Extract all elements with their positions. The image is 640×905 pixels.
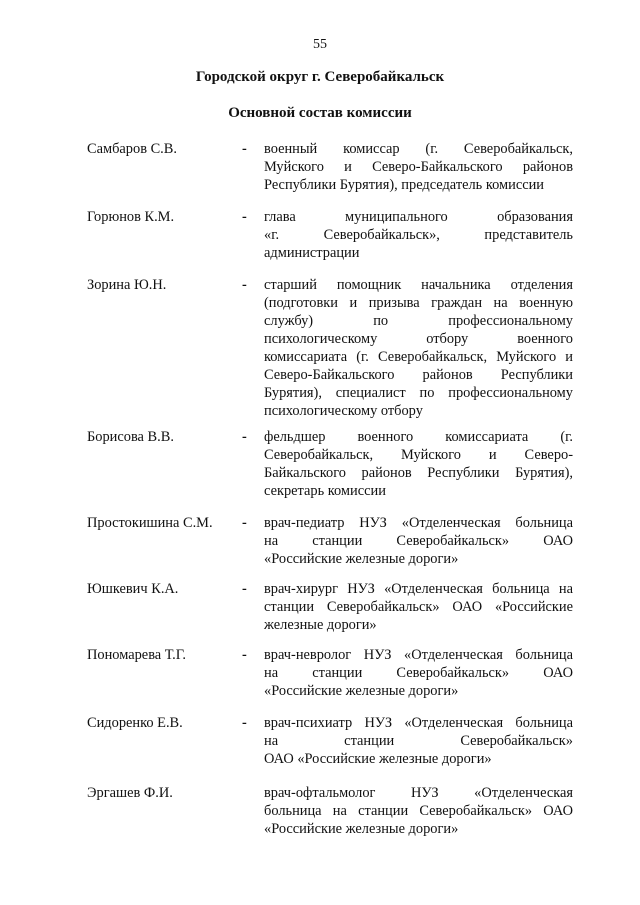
member-role-line: Северо-Байкальского районов Республики bbox=[264, 367, 573, 383]
member-role-line: Бурятия), специалист по профессиональному bbox=[264, 385, 573, 401]
member-role bbox=[264, 140, 573, 194]
member-dash: - bbox=[242, 581, 247, 597]
page-number: 55 bbox=[313, 37, 327, 52]
member-dash: - bbox=[242, 715, 247, 731]
member-name: Эргашев Ф.И. bbox=[87, 785, 173, 801]
member-role bbox=[264, 514, 573, 568]
member-role bbox=[264, 714, 573, 768]
member-role-line: «Российские железные дороги» bbox=[264, 683, 459, 699]
member-role-line: врач-невролог НУЗ «Отделенческая больница bbox=[264, 647, 573, 663]
member-role-line: больница на станции Северобайкальск» ОАО bbox=[264, 803, 573, 819]
member-role-line: врач-психиатр НУЗ «Отделенческая больница bbox=[264, 715, 573, 731]
member-role-line: Северобайкальск, Муйского и Северо- bbox=[264, 447, 573, 463]
member-role-line: на станции Северобайкальск» ОАО bbox=[264, 665, 573, 681]
member-role bbox=[264, 208, 573, 262]
member-dash: - bbox=[242, 647, 247, 663]
member-role-line: на станции Северобайкальск» ОАО bbox=[264, 533, 573, 549]
member-role-line: Байкальского районов Республики Бурятия), bbox=[264, 465, 573, 481]
member-role bbox=[264, 276, 573, 420]
member-role bbox=[264, 646, 573, 700]
member-role-line: психологическому отбору военного bbox=[264, 331, 573, 347]
member-role-line: фельдшер военного комиссариата (г. bbox=[264, 429, 573, 445]
district-title: Городской округ г. Северобайкальск bbox=[195, 69, 445, 85]
member-role-line: психологическому отбору bbox=[264, 403, 423, 419]
member-role-line: военный комиссар (г. Северобайкальск, bbox=[264, 141, 573, 157]
member-dash: - bbox=[242, 515, 247, 531]
member-role-line: старший помощник начальника отделения bbox=[264, 277, 573, 293]
member-role-line: службу) по профессиональному bbox=[264, 313, 573, 329]
member-role-line: «г. Северобайкальск», представитель bbox=[264, 227, 573, 243]
section-title: Основной состав комиссии bbox=[228, 105, 412, 121]
member-role-line: Республики Бурятия), председатель комиссии bbox=[264, 177, 544, 193]
member-role-line: на станции Северобайкальск» bbox=[264, 733, 573, 749]
member-role-line: секретарь комиссии bbox=[264, 483, 386, 499]
member-role-line: врач-педиатр НУЗ «Отделенческая больница bbox=[264, 515, 573, 531]
member-name: Сидоренко Е.В. bbox=[87, 715, 183, 731]
member-dash: - bbox=[242, 141, 247, 157]
member-dash: - bbox=[242, 209, 247, 225]
member-role-line: ОАО «Российские железные дороги» bbox=[264, 751, 492, 767]
member-name: Простокишина С.М. bbox=[87, 515, 213, 531]
member-dash: - bbox=[242, 277, 247, 293]
member-role-line: администрации bbox=[264, 245, 360, 261]
member-name: Пономарева Т.Г. bbox=[87, 647, 187, 663]
member-role-line: врач-офтальмолог НУЗ «Отделенческая bbox=[264, 785, 573, 801]
member-role-line: комиссариата (г. Северобайкальск, Муйского и bbox=[264, 349, 573, 365]
member-name: Горюнов К.М. bbox=[87, 209, 175, 225]
member-role-line: станции Северобайкальск» ОАО «Российские bbox=[264, 599, 573, 615]
member-role-line: железные дороги» bbox=[264, 617, 377, 633]
member-name: Борисова В.В. bbox=[87, 429, 174, 445]
member-role-line: «Российские железные дороги» bbox=[264, 821, 459, 837]
member-role bbox=[264, 428, 573, 500]
member-role-line: врач-хирург НУЗ «Отделенческая больница на bbox=[264, 581, 573, 597]
member-role-line: Муйского и Северо-Байкальского районов bbox=[264, 159, 573, 175]
member-role-line: «Российские железные дороги» bbox=[264, 551, 459, 567]
member-role bbox=[264, 580, 573, 634]
member-name: Юшкевич К.А. bbox=[87, 581, 179, 597]
member-name: Зорина Ю.Н. bbox=[87, 277, 167, 293]
member-role bbox=[264, 784, 573, 838]
member-dash: - bbox=[242, 429, 247, 445]
member-role-line: глава муниципального образования bbox=[264, 209, 573, 225]
member-role-line: (подготовки и призыва граждан на военную bbox=[264, 295, 573, 311]
member-name: Самбаров С.В. bbox=[87, 141, 177, 157]
